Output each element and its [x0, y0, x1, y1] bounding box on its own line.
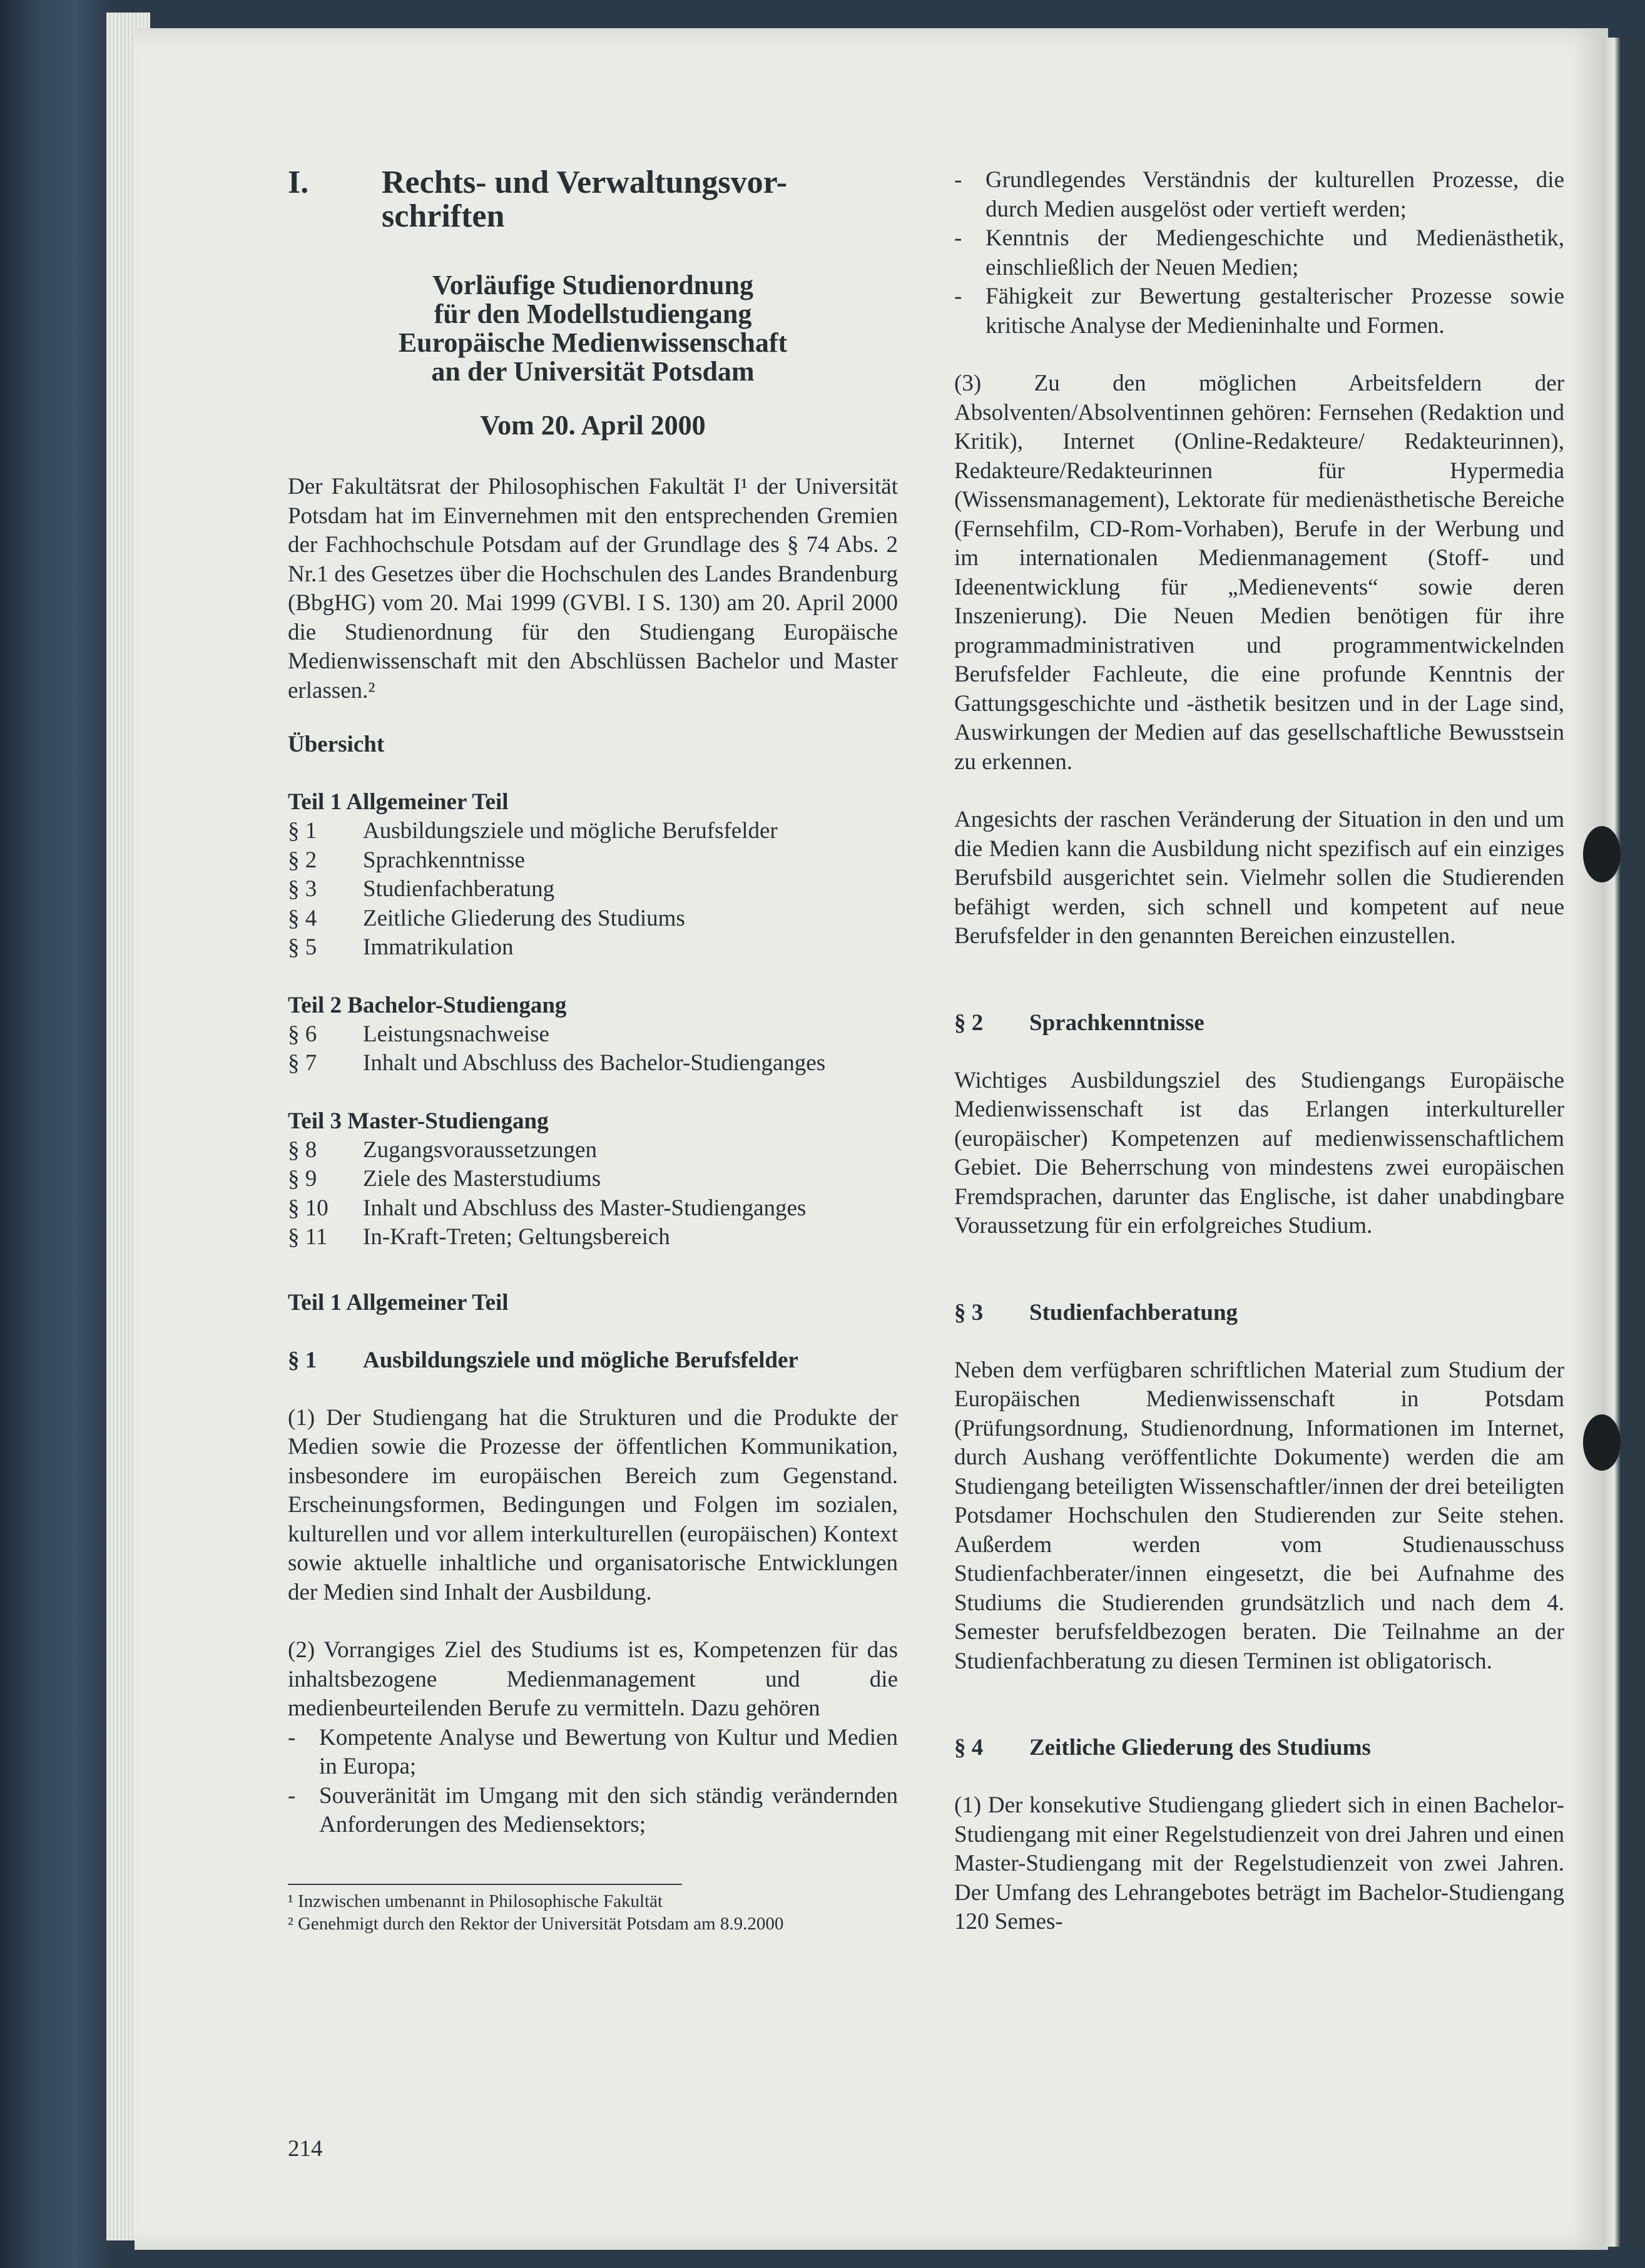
toc-item: § 4 Zeitliche Gliederung des Studiums	[288, 905, 685, 931]
toc: Teil 1 Allgemeiner Teil § 1 Ausbildungsziele und mögliche Berufsfelder § 2 Sprachkenntnisse § 3 Studienfachberatung § 4 Zeitliche Gliederung des Studiums § 5 Immatrikulation Teil 2 Bachelor-Studiengang § 6 Leistungsnachweise § 7 Inhalt und Abschluss des Bachelor-Studienganges Teil 3 Master-Studiengang § 8 Zugangsvoraussetzungen § 9 Ziele des Masterstudiums § 10 Inhalt und Abschluss des Master-Studienganges § 11 In-Kraft-Treten; Geltungsbereich	[288, 788, 898, 1252]
toc-item: § 8 Zugangsvoraussetzungen	[288, 1137, 598, 1163]
s1-paragraph-2: (2) Vorrangiges Ziel des Studiums ist es, Kompetenzen für das inhaltsbezogene Medienmanagement und die medienbeurteilenden Berufe zu vermitteln. Dazu gehören	[288, 1637, 898, 1721]
toc-item: § 11 In-Kraft-Treten; Geltungsbereich	[288, 1224, 670, 1250]
toc-item: § 10 Inhalt und Abschluss des Master-Studienganges	[288, 1195, 807, 1221]
document-date: Vom 20. April 2000	[480, 410, 706, 441]
page-number: 214	[288, 2136, 323, 2162]
intro-paragraph: Der Fakultätsrat der Philosophischen Fakultät I¹ der Universität Potsdam hat im Einvernehmen mit den entsprechenden Gremien der Fachhochschule Potsdam auf der Grundlage des § 74 Abs. 2 Nr.1 des Gesetzes über die Hochschulen des Landes Brandenburg (BbgHG) vom 20. Mai 1999 (GVBl. I S. 130) am 20. April 2000 die Studienordnung für den Studiengang Europäische Medienwissenschaft mit den Abschlüssen Bachelor und Master erlassen.²	[288, 474, 898, 703]
footnote: ² Genehmigt durch den Rektor der Universität Potsdam am 8.9.2000	[288, 1913, 784, 1934]
toc-item: § 6 Leistungsnachweise	[288, 1021, 549, 1047]
list-item: - Souveränität im Umgang mit den sich ständig verändernden Anforderungen des Mediensektors;	[288, 1782, 898, 1837]
part1-heading: Teil 1 Allgemeiner Teil	[288, 1289, 509, 1315]
section-1-heading: § 1 Ausbildungsziele und mögliche Berufsfelder	[288, 1347, 798, 1373]
s1-paragraph-1: (1) Der Studiengang hat die Strukturen und die Produkte der Medien sowie die Prozesse der öffentlichen Kommunikation, insbesondere im europäischen Bereich zum Gegenstand. Erscheinungsformen, Bedingungen und Folgen im sozialen, kulturellen und vor allem interkulturellen (europäischen) Kontext sowie aktuelle inhaltliche und organisatorische Entwicklungen der Medien sind Inhalt der Ausbildung.	[288, 1404, 898, 1605]
overview-heading: Übersicht	[288, 732, 385, 757]
section-2-heading: § 2 Sprachkenntnisse	[954, 1009, 1204, 1036]
toc-item: § 5 Immatrikulation	[288, 934, 514, 960]
footnote: ¹ Inzwischen umbenannt in Philosophische Fakultät	[288, 1891, 663, 1911]
section-heading: I. Rechts- und Verwaltungsvor- schriften	[288, 165, 788, 234]
binder-hole-icon	[1583, 1414, 1621, 1471]
right-column	[954, 166, 1564, 1937]
section-4-heading: § 4 Zeitliche Gliederung des Studiums	[954, 1735, 1371, 1760]
toc-item: § 3 Studienfachberatung	[288, 876, 555, 902]
toc-item: § 7 Inhalt und Abschluss des Bachelor-Studienganges	[288, 1050, 826, 1076]
s1-paragraph-4: Angesichts der raschen Veränderung der Situation in den und um die Medien kann die Ausbildung nicht spezifisch auf ein einziges Berufsbild ausgerichtet sein. Vielmehr sollen die Studierenden befähigt werden, sich schnell und kompetent auf neue Berufsfelder in den genannten Bereichen einzustellen.	[954, 807, 1564, 949]
list-item: - Kompetente Analyse und Bewertung von Kultur und Medien in Europa;	[288, 1724, 898, 1779]
s1-paragraph-3: (3) Zu den möglichen Arbeitsfeldern der Absolventen/Absolventinnen gehören: Fernsehen (Redaktion und Kritik), Internet (Online-Redakteure/ Redakteurinnen), Redakteure/Redakteurinnen für Hypermedia (Wissensmanagement), Lektorate für medienästhetische Bereiche (Fernsehfilm, CD-Rom-Vorhaben), Berufe in der Werbung und im internationalen Medienmanagement (Stoff- und Ideenentwicklung für „Medienevents“ sowie deren Inszenierung). Die Neuen Medien benötigen für ihre programmadministrativen und programmentwickelnden Berufsfelder Fachleute, die eine profunde Kenntnis der Gattungsgeschichte und -ästhetik besitzen und in der Lage sind, Auswirkungen der Medien auf das gesellschaftliche Bewusstsein zu erkennen.	[954, 370, 1564, 775]
toc-item: § 2 Sprachkenntnisse	[288, 847, 525, 873]
toc-item: § 9 Ziele des Masterstudiums	[288, 1166, 601, 1192]
footnote-divider	[288, 1884, 682, 1885]
section-3-heading: § 3 Studienfachberatung	[954, 1299, 1238, 1326]
document-title: Vorläufige Studienordnung für den Modellstudiengang Europäische Medienwissenschaft an der Universität Potsdam	[398, 270, 788, 387]
list-item: - Kenntnis der Mediengeschichte und Medienästhetik, einschließlich der Neuen Medien;	[954, 225, 1564, 280]
list-item: - Fähigkeit zur Bewertung gestalterischer Prozesse sowie kritische Analyse der Medieninhalte und Formen.	[954, 284, 1564, 339]
right-page-edge	[1602, 38, 1645, 2247]
binder-hole-icon	[1583, 826, 1621, 882]
left-column	[288, 166, 898, 1935]
s2-paragraph: Wichtiges Ausbildungsziel des Studiengangs Europäische Medienwissenschaft ist das Erlangen interkultureller (europäischer) Kompetenzen auf medienwissenschaftlichem Gebiet. Die Beherrschung von mindestens zwei europäischen Fremdsprachen, darunter das Englische, ist daher unabdingbare Voraussetzung für ein erfolgreiches Studium.	[954, 1067, 1564, 1239]
list-item: - Grundlegendes Verständnis der kulturellen Prozesse, die durch Medien ausgelöst oder vertieft werden;	[954, 167, 1564, 222]
s3-paragraph: Neben dem verfügbaren schriftlichen Material zum Studium der Europäischen Medienwissenschaft in Potsdam (Prüfungsordnung, Studienordnung, Informationen im Internet, durch Aushang veröffentlichte Dokumente) werden die am Studiengang beteiligten Wissenschaftler/innen der drei beteiligten Potsdamer Hochschulen den Studierenden zur Seite stehen. Außerdem werden vom Studienausschuss Studienfachberater/innen eingesetzt, die bei Aufnahme des Studiums die Studierenden grundsätzlich und nach dem 4. Semester berufsfeldbezogen beraten. Die Teilnahme an der Studienfachberatung zu diesen Terminen ist obligatorisch.	[954, 1357, 1564, 1674]
toc-item: § 1 Ausbildungsziele und mögliche Berufsfelder	[288, 818, 778, 844]
s4-paragraph: (1) Der konsekutive Studiengang gliedert sich in einen Bachelor-Studiengang mit einer Regelstudienzeit von drei Jahren und einen Master-Studiengang mit der Regelstudienzeit von zwei Jahren. Der Umfang des Lehrangebotes beträgt im Bachelor-Studiengang 120 Semes-	[954, 1792, 1564, 1934]
